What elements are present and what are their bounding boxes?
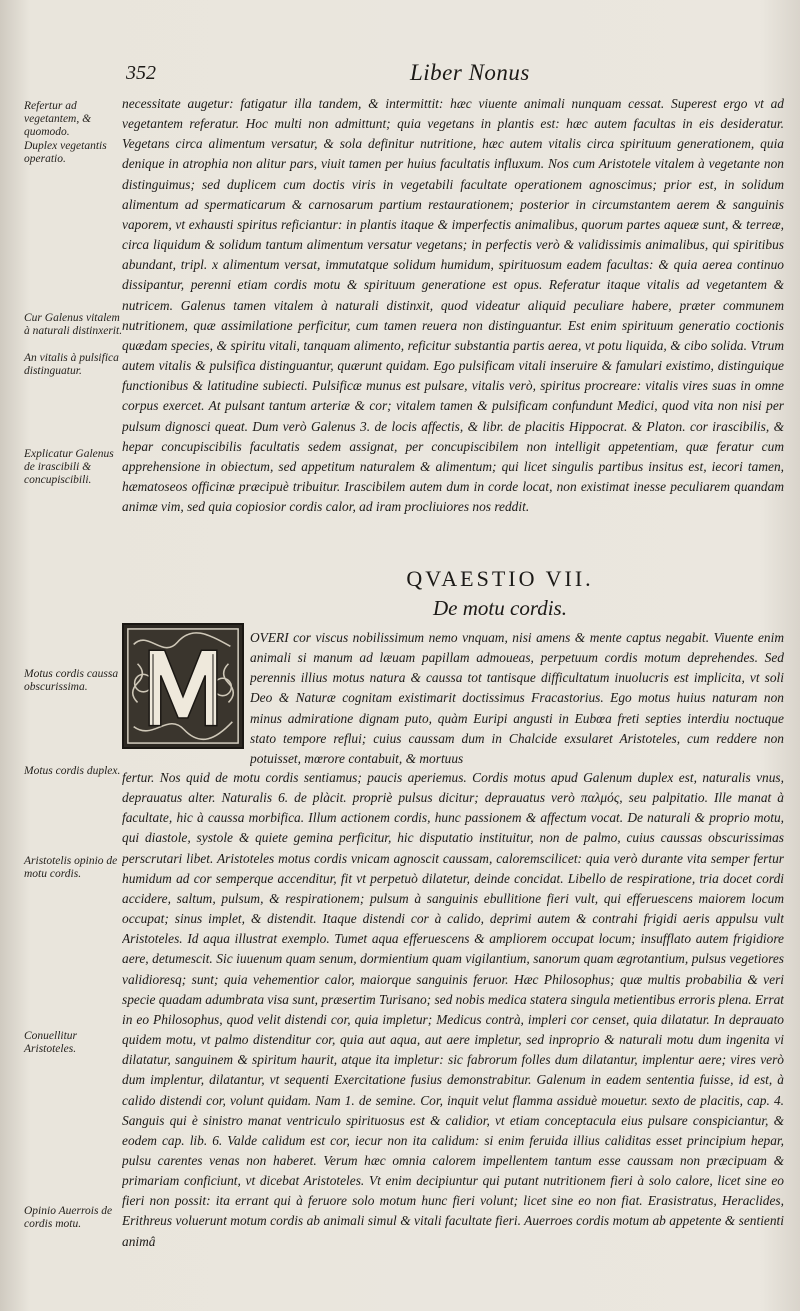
margin-note: Aristotelis opinio de motu cordis. <box>24 855 118 880</box>
body-paragraph-opening: OVERI cor viscus nobilissimum nemo vnquam, nisi amens & mente captus negabit. Viuente enim animali si manum ad læuam papillam admoueas, perpetuum cordis motum deprehendes. Sed perennis illius motus natura & caussa tot tantisque difficultatum inuolucris est implicita, vt soli Deo & Naturæ cognitam existimarit doctissimus Fracastorius. Ego motus huius naturam non minus admiratione dignam puto, quàm Euripi angusti in Eubœa freti septies interdiu noctuque stato tempore reflui; cuius caussam dum in Chalcide exsularet Aristoteles, cum reddere non potuisset, mœrore contabuit, & mortuus <box>250 630 784 766</box>
running-title: Liber Nonus <box>410 60 530 85</box>
page-header <box>0 58 800 88</box>
page-number: 352 <box>126 62 156 84</box>
margin-note: Cur Galenus vitalem à naturali distinxerit. <box>24 312 123 337</box>
margin-note: Motus cordis caussa obscurissima. <box>24 668 119 693</box>
decorated-initial-m <box>122 623 244 749</box>
margin-note: Explicatur Galenus de irascibili & concupiscibili. <box>24 448 114 486</box>
margin-note: An vitalis à pulsifica distinguatur. <box>24 352 119 377</box>
body-paragraph: fertur. Nos quid de motu cordis sentiamus; paucis aperiemus. Cordis motus apud Galenum duplex est, naturalis vnus, deprauatus alter. Naturalis 6. de plàcit. propriè pulsus dicitur; deprauatus verò παλμός, seu palpitatio. Ille manat à facultate, hic à caussa morbifica. Illum actionem cordis, hunc passionem & affectum vocat. De naturali & proprio motu, qui diastole, systole & quiete gemina perficitur, hic disputatio instituitur, non de palmo, cuius caussas obscurissimas perscrutari libet. Aristoteles motus cordis vnicam agnoscit caussam, caloremscilicet: quia verò durante vita semper fertur humidum ad cor semperque accenditur, fit vt perpetuò dilatetur, deinde concidat. Libello de respiratione, tria docet cordi accidere, saltum, pulsum, & respirationem; pulsum à sanguinis ebullitione fieri vult, qui efferuescens maiorem locum occupat; sinus implet, & distendit. Itaque distendi cor à calido, deprimi autem & contrahi frigidi aeris appulsu vult Aristoteles. Id aqua illustrat exemplo. Tumet aqua efferuescens & ampliorem occupat locum; insufflato autem frigidiore aere, detumescit. Sic iuuenum quam senum, dormientium quam vigilantium, sanorum quam ægrotantium, pulsus vegetiores validioresq; sunt; quia vehementior calor, maiorque sanguinis feruor. Hæc Philosophus; quæ multis probabilia & veri specie quadam adumbrata visa sunt, præsertim Turisano; sed nobis medica statera singula metientibus erroris plena. Errat in eo Philosophus, quod velit distendi cor, quia impletur; Medicus contrà, impleri cor censet, quia dilatatur. In deprauato quidem motu, vt palmo distenditur cor, quia aut aqua, aut aere impletur, sed inproprio & naturali motu dum ingenita vi dilatatur, sanguinem & spiritum haurit, atque ita impletur: sic fabrorum folles dum dilatantur, implentur aere; vires verò dum implentur, dilatantur, vt sequenti Exercitatione fusius demonstrabitur. Galenum in eadem sententia fuisse, id est, à calido distendi cor, volunt quidam. Nam 1. de semine. Cor, inquit velut flamma assiduè mouetur. sexto de placitis, cap. 4. Sanguis qui è sinistro manat ventriculo spirituosus est & calidior, vt etiam conceptacula eius pulsare conspiciantur, & eodem cap. lib. 6. Valde calidum est cor, iecur non ita calidum: si enim feruida illius caliditas esset principium hepar, pulsu carentes venas non haberet. Verum hæc omnia calorem impellentem tantum esse caussam non præcipuam & primariam conficiunt, vt dicebat Aristoteles. Vt enim decipiuntur qui putant nutritionem fieri à solo calore, licet sine eo fieri non possit: ita errant qui à feruore solo motum hunc fieri volunt; licet sine eo non fiat. Erasistratus, Heraclides, Erithreus voluerunt motum cordis ab animali simul & vitali facultate fieri. Auerroes cordis motum ab appetente & sentienti animâ <box>122 770 784 1249</box>
margin-note: Duplex vegetantis operatio. <box>24 140 107 165</box>
margin-note: Opinio Auerrois de cordis motu. <box>24 1205 113 1230</box>
question-subtitle: De motu cordis. <box>433 596 567 620</box>
ornament-m-icon <box>124 625 242 747</box>
margin-note: Conuellitur Aristoteles. <box>24 1030 78 1055</box>
margin-note: Refertur ad vegetantem, & quomodo. <box>24 100 92 138</box>
margin-note: Motus cordis duplex. <box>24 765 121 777</box>
question-heading: QVAESTIO VII. <box>406 566 594 591</box>
body-paragraph: necessitate augetur: fatigatur illa tandem, & intermittit: hæc viuente animali nunquam cessat. Superest ergo vt ad vegetantem referatur. Hoc multi non admittunt; quia vegetans in plantis est: hæc autem facultas in eis desideratur. Vegetans circa alimentum versatur, & sola definitur nutritione, hæc autem vitalis circa spirituum generationem, quia denique in atrophia non alitur pars, viuit tamen per huius facultatis influxum. Nos cum Aristotele vitalem à vegetante non distinguimus; sed duplicem cum doctis viris in vegetabili facultate operationem agnoscimus; prior est, in solidum alimentum ad spermaticarum & carnosarum partium restaurationem; posterior in circumstantem aerem & sanguinis vaporem, vt exhausti spiritus reficiantur: in plantis itaque & imperfectis animalibus, quorum partes aqueæ sunt, & terreæ, circa liquidum & solidum tantum alimentum versatur vegetans; in perfectis verò & validissimis animalibus, qui spiritibus abundant, tripl. x alimentum versat, immutatque solidum humidum, spirituosum eadem facultas: & quia aerea continuo dissipantur, perenni etiam cordis motu & spirituum generatione est opus. Referatur itaque vitalis ad vegetantem & nutricem. Galenus tamen vitalem à naturali distinxit, quod videatur aliquid peculiare habere, præter communem nutritionem, quæ assimilatione perficitur, cum tamen reuera non distinguantur. Est enim spirituum generatio coctionis quædam species, & spiritu vitali, tanquam alimento, reficitur substantia partis aerea, vt potu liquida, & cibo solida. Vtrum autem vitalis & pulsifica distinguantur, quærunt quidam. Ego pulsificam vitali inseruire & famulari existimo, distinguique functionibus & latitudine subiecti. Pulsificæ munus est pulsare, vitalis verò, spiritus procreare: vitalis vires suas in omne corpus exercet. At pulsant tantum arteriæ & cor; vitalem tamen & pulsificam confundunt Medici, quod vita non nisi per pulsum dignosci queat. Dum verò Galenus 3. de locis affectis, & libr. de placitis Hippocrat. & Platon. cor irascibilis, & hepar concupiscibilis facultatis sedem assignat, per concupiscibilem non intelligit appetentiam, quæ feratur cum apprehensione in obiectum, sed appetitum naturalem & alimentum; qui licet singulis partibus insitus est, iecori tamen, hæmatoseos officinæ præcipuè tribuitur. Irascibilem autem dum in corde locat, non existimat inesse peculiarem quandam animæ vim, sed quia copiosior cordis calor, ad iram procliuiores nos reddit. <box>122 96 784 515</box>
